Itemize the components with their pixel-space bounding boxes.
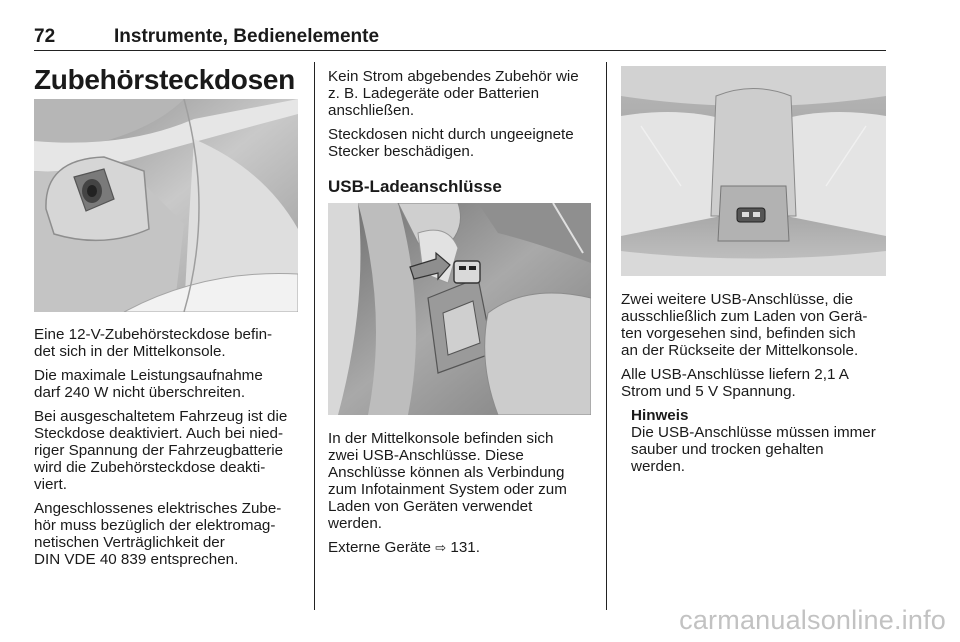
text-line: Zwei weitere USB-Anschlüsse, die [621,291,854,308]
paragraph [34,326,302,360]
text-line: Stecker beschädigen. [328,143,475,160]
text-line: Anschlüsse können als Verbindung [328,464,565,481]
paragraph [34,408,302,493]
note-title: Hinweis [631,407,689,424]
external-devices-reference[interactable] [328,539,598,556]
text-line: Eine 12-V-Zubehörsteckdose befin- [34,326,273,343]
text-line: In der Mittelkonsole befinden sich [328,430,554,447]
text-line: werden. [328,515,383,532]
text-line: Angeschlossenes elektrisches Zube- [34,500,282,517]
text-line: wird die Zubehörsteckdose deakti- [34,459,266,476]
paragraph [621,366,889,400]
col3-text [621,291,889,475]
text-line: Kein Strom abgebendes Zubehör wie [328,68,579,85]
page-header [34,26,886,50]
note-text [631,424,889,475]
12v-socket-illustration [34,99,298,312]
text-line: Strom und 5 V Spannung. [621,383,796,400]
text-line: DIN VDE 40 839 entsprechen. [34,551,239,568]
text-line: Laden von Geräten verwendet [328,498,533,515]
text-line: werden. [631,458,686,475]
header-divider [34,50,886,51]
note-box [631,407,889,475]
paragraph [621,291,889,359]
paragraph [328,68,598,119]
reference-page: 131. [450,539,480,556]
text-line: Die maximale Leistungsaufnahme [34,367,263,384]
text-line: Alle USB-Anschlüsse liefern 2,1 A [621,366,849,383]
paragraph [34,367,302,401]
text-line: viert. [34,476,67,493]
paragraph [328,430,598,532]
paragraph [34,500,302,568]
text-line: z. B. Ladegeräte oder Batterien [328,85,540,102]
col1-text [34,326,302,575]
text-line: riger Spannung der Fahrzeugbatterie [34,442,284,459]
column-divider-1 [314,62,315,610]
usb-ports-console-illustration [328,203,591,415]
chapter-title: Instrumente, Bedienelemente [114,26,380,47]
text-line: ten vorgesehen sind, befinden sich [621,325,856,342]
text-line: sauber und trocken gehalten [631,441,824,458]
text-line: Bei ausgeschaltetem Fahrzeug ist die [34,408,288,425]
page-reference-arrow-icon: ⇨ [435,540,447,555]
text-line: an der Rückseite der Mittelkonsole. [621,342,859,359]
watermark: carmanualsonline.info [679,605,946,635]
text-line: netischen Verträglichkeit der [34,534,225,551]
col2-text-top [328,68,598,167]
section-title: Zubehörsteckdosen [34,64,295,95]
text-line: hör muss bezüglich der elektromag- [34,517,276,534]
paragraph [328,126,598,160]
text-line: det sich in der Mittelkonsole. [34,343,226,360]
column-divider-2 [606,62,607,610]
text-line: ausschließlich zum Laden von Gerä- [621,308,868,325]
text-line: Die USB-Anschlüsse müssen immer [631,424,876,441]
reference-text: Externe Geräte [328,539,431,556]
text-line: darf 240 W nicht überschreiten. [34,384,246,401]
text-line: anschließen. [328,102,415,119]
text-line: zum Infotainment System oder zum [328,481,567,498]
text-line: Steckdosen nicht durch ungeeignete [328,126,574,143]
text-line: Steckdose deaktiviert. Auch bei nied- [34,425,284,442]
rear-usb-ports-illustration [621,66,886,276]
text-line: zwei USB-Anschlüsse. Diese [328,447,524,464]
usb-heading: USB-Ladeanschlüsse [328,177,502,196]
col2-text-bottom [328,430,598,563]
page-number: 72 [34,26,56,47]
